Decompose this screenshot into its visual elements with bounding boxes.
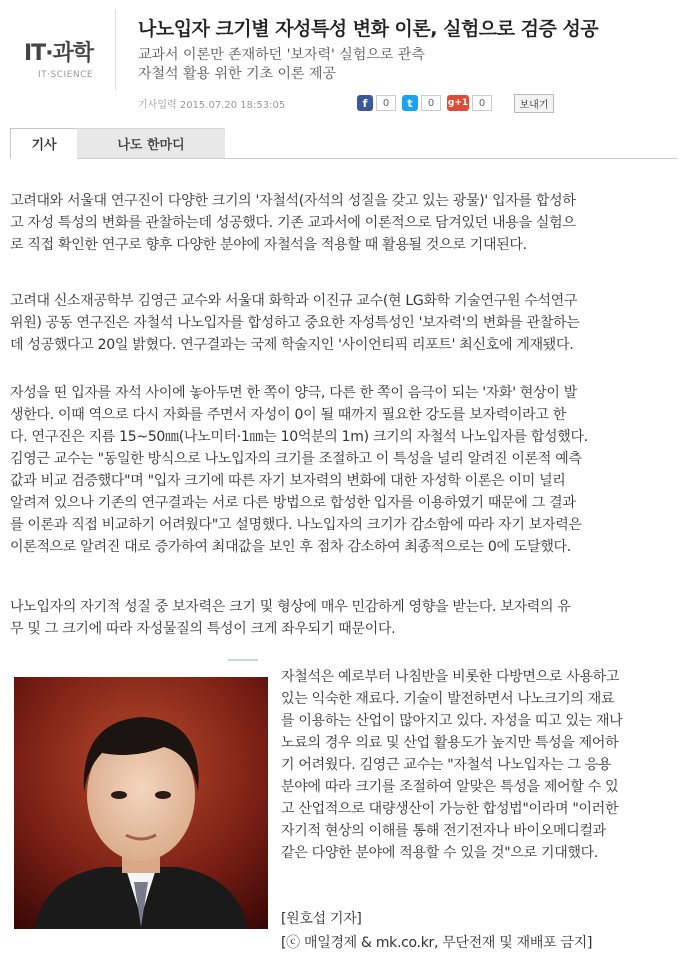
text-line: 를 이론과 직접 비교하기 어려웠다"고 설명했다. 나노입자의 크기가 감소함에 따라 자기 보자력은 [10,517,582,533]
text-line: 무 및 그 크기에 따라 자성물질의 특성이 크게 좌우되기 때문이다. [10,621,396,637]
portrait-image [14,677,268,929]
tab-comments[interactable]: 나도 한마디 [77,128,225,158]
googleplus-icon: g+1 [447,95,469,111]
text-line: 고 자성 특성의 변화를 관찰하는데 성공했다. 기존 교과서에 이론적으로 담겨있던 내용을 실험으 [10,215,576,231]
text-line: 자성을 띤 입자를 자석 사이에 놓아두면 한 쪽이 양극, 다른 한 쪽이 음극이 되는 '자화' 현상이 발 [10,385,577,401]
text-line: 고 산업적으로 대량생산이 가능한 합성법"이라며 "이러한 [281,801,619,817]
text-line: 값과 비교 검증했다"며 "입자 크기에 따른 자기 보자력의 변화에 대한 자성학 이론은 이미 널리 [10,473,566,489]
text-line: 로 직접 확인한 연구로 향후 다양한 분야에 자철석을 적용할 때 활용될 것으로 기대된다. [10,237,527,253]
text-line: 자기적 현상의 이해를 통해 전기전자나 바이오메디컬과 [281,823,606,839]
text-line: 김영근 교수는 "동일한 방식으로 나노입자의 크기를 조절하고 이 특성을 널리 알려진 이론적 예측 [10,451,582,467]
googleplus-share-button[interactable] [447,94,492,112]
article-subhead: 교과서 이론만 존재하던 '보자력' 실험으로 관측 [138,47,425,63]
article-meta [138,96,285,111]
text-line: 생한다. 이때 역으로 다시 자화를 주면서 자성이 0이 될 때까지 필요한 강도를 보자력이라고 한 [10,407,566,423]
byline: [원호섭 기자] [281,911,362,927]
tab-article[interactable]: 기사 [10,128,78,159]
meta-label: 기사입력 [138,100,177,111]
twitter-icon: t [402,95,418,111]
text-line: 위원) 공동 연구진은 자철석 나노입자를 합성하고 중요한 자성특성인 '보자력'의 변화를 관찰하는 [10,315,580,331]
twitter-share-button[interactable] [402,94,441,112]
text-line: 다. 연구진은 지름 15~50㎚(나노미터·1㎚는 10억분의 1m) 크기의 자철석 나노입자를 합성했다. [10,429,588,445]
reporter-photo [14,677,268,929]
twitter-share-count: 0 [421,95,441,111]
text-line: 기 어려웠다. 김영근 교수는 "자철석 나노입자는 그 응용 [281,757,612,773]
section-title: IT·과학 [24,41,94,66]
text-line: 나노입자의 자기적 성질 중 보자력은 크기 및 형상에 매우 민감하게 영향을 받는다. 보자력의 유 [10,599,571,615]
facebook-share-button[interactable] [357,94,396,112]
text-line: 고려대와 서울대 연구진이 다양한 크기의 '자철석(자석의 성질을 갖고 있는 광물)' 입자를 합성하 [10,193,576,209]
copyright: [ⓒ 매일경제 & mk.co.kr, 무단전재 및 재배포 금지] [281,935,593,951]
article-paragraph [10,190,678,256]
text-line: 이론적으로 알려진 대로 증가하여 최대값을 보인 후 점차 감소하여 최종적으로는 0에 도달했다. [10,539,571,555]
text-line: 데 성공했다고 20일 밝혔다. 연구결과는 국제 학술지인 '사이언티픽 리포트' 최신호에 게재됐다. [10,337,574,353]
article-subhead: 자철석 활용 위한 기초 이론 제공 [138,66,337,82]
article-paragraph [10,596,678,640]
text-line: 알려져 있으나 기존의 연구결과는 서로 다른 방법으로 합성한 입자를 이용하였기 때문에 그 결과 [10,495,576,511]
text-line: 노료의 경우 의료 및 산업 활용도가 높지만 특성을 제어하 [281,735,619,751]
article-tabs [10,128,678,159]
section-subtitle: IT·SCIENCE [38,70,94,80]
sidebar-paragraph [281,666,681,864]
article-paragraph [10,382,678,558]
text-line: 를 이용하는 산업이 많아지고 있다. 자성을 띠고 있는 재나 [281,713,623,729]
text-line: 고려대 신소재공학부 김영근 교수와 서울대 화학과 이진규 교수(현 LG화학 기술연구원 수석연구 [10,293,578,309]
googleplus-share-count: 0 [472,95,492,111]
facebook-share-count: 0 [376,95,396,111]
text-line: 자철석은 예로부터 나침반을 비롯한 다방면으로 사용하고 [281,669,620,685]
article-headline: 나노입자 크기별 자성특성 변화 이론, 실험으로 검증 성공 [138,18,599,40]
text-line: 있는 익숙한 재료다. 기술이 발전하면서 나노크기의 재료 [281,691,615,707]
facebook-icon: f [357,95,373,111]
text-line: 분야에 따라 크기를 조절하여 알맞은 특성을 제어할 수 있 [281,779,619,795]
text-line: 같은 다양한 분야에 적용할 수 있을 것"으로 기대했다. [281,845,599,861]
meta-datetime: 2015.07.20 18:53:05 [179,100,286,111]
article-paragraph [10,290,678,356]
photo-divider [228,659,258,661]
send-button[interactable]: 보내기 [514,94,554,113]
